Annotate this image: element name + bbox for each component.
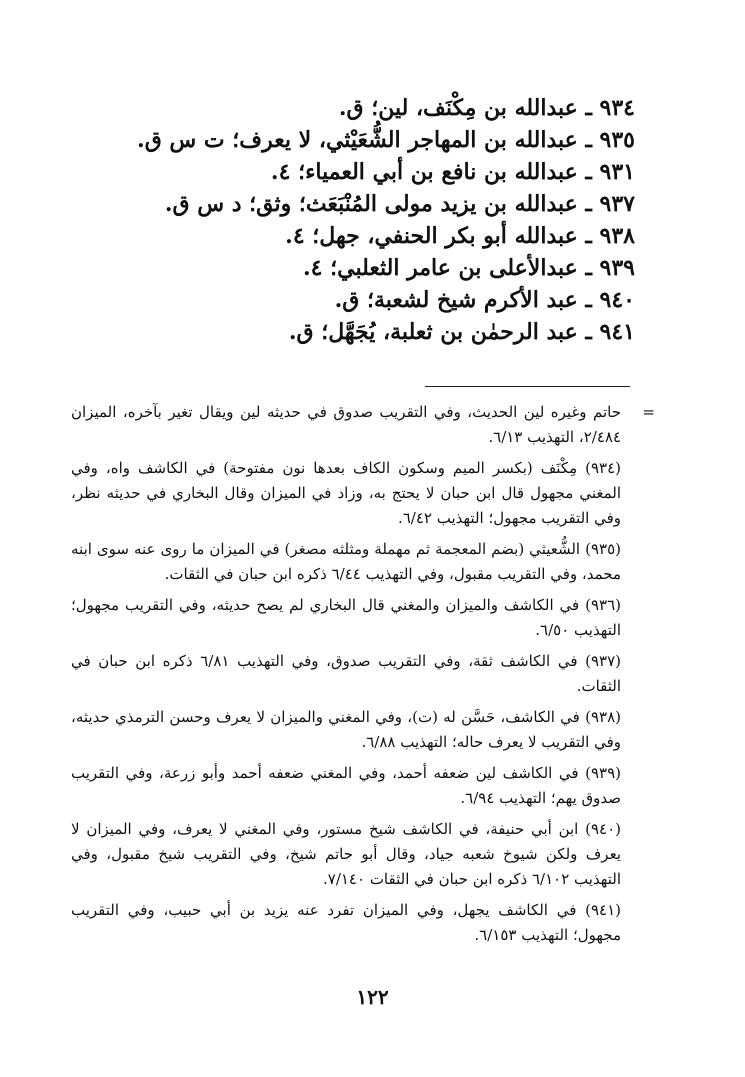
- continuation-mark: =: [642, 403, 655, 421]
- footnotes: [69, 400, 655, 954]
- footnote-continuation: [69, 400, 655, 450]
- footnote-separator: [425, 386, 630, 387]
- footnote-938: (٩٣٨) في الكاشف، حَسَّن له (ت)، وفي المغني والميزان لا يعرف وحسن الترمذي حديثه، وفي التقريب لا يعرف حاله؛ التهذيب ٦/٨٨.: [71, 708, 621, 751]
- narrator-entries-list: [75, 92, 635, 348]
- page-number: ١٢٢: [356, 985, 389, 1009]
- footnote-935: (٩٣٥) الشُّعيثي (بضم المعجمة ثم مهملة ومثلثه مصغر) في الميزان ما روى عنه سوى ابنه محمد، وفي التقريب مقبول، وفي التهذيب ٦/٤٤ ذكره ابن حبان في الثقات.: [71, 540, 621, 583]
- entry-937: ٩٣٧ ـ عبدالله بن يزيد مولى المُنْبَعَث؛ وثق؛ د س ق.: [164, 191, 635, 217]
- footnote-934: (٩٣٤) مِكْنَف (بكسر الميم وسكون الكاف بعدها نون مفتوحة) في الكاشف واه، وفي المغني مجهول قال ابن حبان لا يحتج به، وزاد في الميزان وقال البخاري في حديثه نظر، وفي التقريب مجهول؛ التهذيب ٦/٤٢.: [71, 459, 621, 527]
- footnote-937: (٩٣٧) في الكاشف ثقة، وفي التقريب صدوق، وفي التهذيب ٦/٨١ ذكره ابن حبان في الثقات.: [71, 652, 621, 695]
- entry-936: ٩٣١ ـ عبدالله بن نافع بن أبي العمياء؛ ٤.: [270, 159, 635, 185]
- entry-941: ٩٤١ ـ عبد الرحمٰن بن ثعلبة، يُجَهَّل؛ ق.: [288, 319, 635, 345]
- footnote-940: (٩٤٠) ابن أبي حنيفة، في الكاشف شيخ مستور، وفي المغني لا يعرف، وفي الميزان لا يعرف ولكن شيوخ شعبه جياد، وقال أبو حاتم شيخ، وفي التقريب شيخ مقبول، وفي التهذيب ٦/١٠٢ ذكره ابن حبان في الثقات ٧/١٤٠.: [71, 820, 621, 888]
- entry-939: ٩٣٩ ـ عبدالأعلى بن عامر الثعلبي؛ ٤.: [302, 255, 635, 281]
- continuation-text: حاتم وغيره لين الحديث، وفي التقريب صدوق في حديثه لين ويقال تغير بآخره، الميزان ٢/٤٨٤، التهذيب ٦/١٣.: [71, 403, 621, 446]
- entry-934: ٩٣٤ ـ عبدالله بن مِكْنَف، لين؛ ق.: [338, 95, 635, 121]
- footnote-939: (٩٣٩) في الكاشف لين ضعفه أحمد، وفي المغني ضعفه أحمد وأبو زرعة، وفي التقريب صدوق يهم؛ التهذيب ٦/٩٤.: [71, 764, 621, 807]
- entry-938: ٩٣٨ ـ عبدالله أبو بكر الحنفي، جهل؛ ٤.: [285, 223, 635, 249]
- entry-935: ٩٣٥ ـ عبدالله بن المهاجر الشُّعَيْثي، لا يعرف؛ ت س ق.: [137, 127, 635, 153]
- entry-940: ٩٤٠ ـ عبد الأكرم شيخ لشعبة؛ ق.: [334, 287, 635, 313]
- footnote-936: (٩٣٦) في الكاشف والميزان والمغني قال البخاري لم يصح حديثه، وفي التقريب مجهول؛ التهذيب ٦/٥٠.: [71, 596, 621, 639]
- footnote-941: (٩٤١) في الكاشف يجهل، وفي الميزان تفرد عنه يزيد بن أبي حبيب، وفي التقريب مجهول؛ التهذيب ٦/١٥٣.: [71, 901, 621, 944]
